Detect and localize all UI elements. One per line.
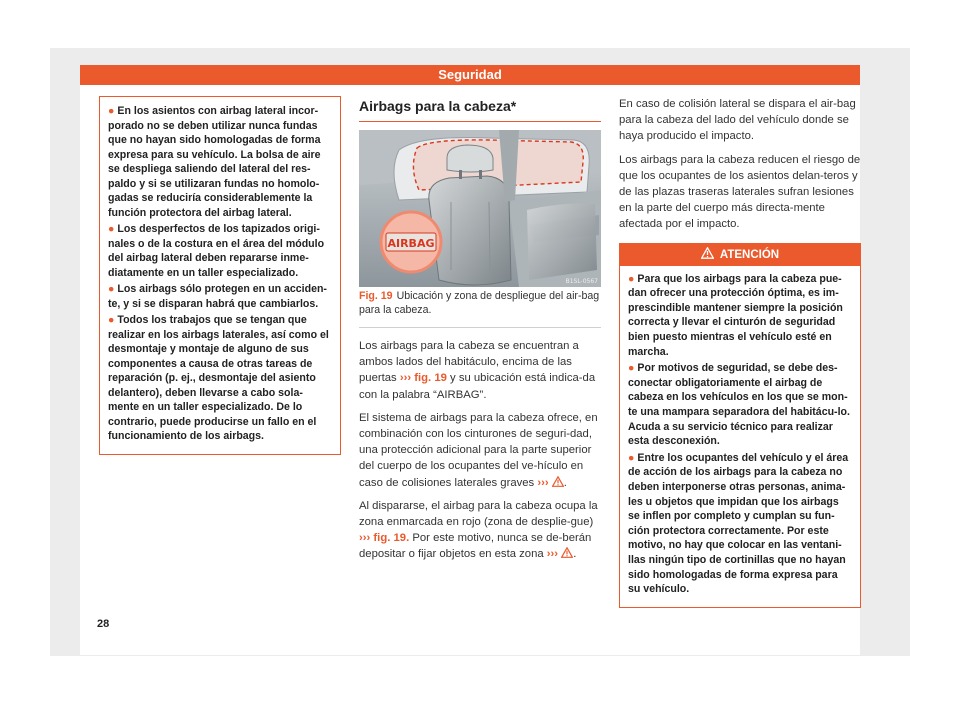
attention-box (619, 243, 861, 608)
column-left (99, 96, 341, 455)
warning-triangle-icon (561, 547, 573, 558)
paragraph-deployment-zone: Al dispararse, el airbag para la cabeza ocupa la zona enmarcada en rojo (zona de desplie-gue) ››› fig. 19. Por este motivo, nunca se de-berán depositar o fijar objetos en esta zona ››› . (359, 499, 598, 561)
attention-title: ATENCIÓN (719, 248, 780, 261)
bullet-icon: ● (108, 223, 115, 235)
paragraph-protection: El sistema de airbags para la cabeza ofrece, en combinación con los cinturones de seguri-dad, una protección adicional para la parte superior del cuerpo de los ocupantes del ve-hículo en caso de colisiones laterales graves ››› . (359, 411, 598, 489)
paragraph-location: Los airbags para la cabeza se encuentran a ambos lados del habitáculo, encima de las puertas ››› fig. 19 y su ubicación está indica-da con la palabra “AIRBAG”. (359, 340, 596, 401)
warning-item: ● Los airbags sólo protegen en un acciden-te, y si se disparan habrá que cambiarlos. (108, 283, 327, 310)
attention-header (620, 244, 860, 266)
paragraph-risk-reduction: Los airbags para la cabeza reducen el riesgo de que los ocupantes de los asientos delan-teros y de las plazas traseras laterales sufran lesiones en la parte del cuerpo más directa-mente afectada por el impacto. (619, 153, 861, 231)
figure-reference-link[interactable]: ››› fig. 19. (359, 532, 410, 545)
bullet-icon: ● (628, 451, 635, 464)
page-number: 28 (97, 618, 110, 630)
attention-body (620, 266, 860, 607)
bullet-icon: ● (628, 272, 635, 285)
column-right (619, 96, 861, 608)
figure-reference-link[interactable]: ››› fig. 19 (399, 372, 447, 385)
column-middle (359, 96, 601, 570)
warning-box-side-airbag (99, 96, 341, 455)
figure-caption (359, 290, 601, 328)
attention-item: ● Para que los airbags para la cabeza pue-dan ofrecer una protección óptima, es im-prescindible mantener siempre la posición correcta y llevar el cinturón de seguridad bien puesto mientras el vehículo esté en marcha. (628, 272, 843, 358)
figure-head-airbag (359, 130, 601, 287)
figure-code: B1SL-0567 (565, 278, 598, 285)
bullet-icon: ● (108, 314, 115, 326)
attention-item: ● Por motivos de seguridad, se debe des-conectar obligatoriamente el airbag de cabeza en los vehículos en los que se mon-te una mampara separadora del habitácu-lo. Acuda a su servicio técnico para realizar esta desconexión. (628, 362, 850, 448)
caption-text: Ubicación y zona de despliegue del air-bag para la cabeza. (359, 290, 600, 316)
warning-item: ● En los asientos con airbag lateral incor-porado no se deben utilizar nunca fundas que no hayan sido homologadas de forma expresa para su vehículo. La bolsa de aire se despliega saliendo del lateral del res-paldo y si se utilizaran fundas no homolo-gadas se reduciría considerablemente la función protectora del airbag lateral. (108, 105, 321, 219)
warning-triangle-icon (701, 247, 714, 259)
bullet-icon: ● (628, 362, 635, 375)
warning-reference-link[interactable]: ››› (546, 548, 559, 561)
car-interior-illustration (359, 130, 601, 287)
figure-number: Fig. 19 (359, 290, 393, 302)
bullet-icon: ● (108, 105, 115, 117)
warning-reference-link[interactable]: ››› (537, 476, 549, 489)
section-title: Airbags para la cabeza* (359, 96, 601, 122)
paragraph-side-collision: En caso de colisión lateral se dispara el air-bag para la cabeza del lado del vehículo donde se haya producido el impacto. (619, 98, 856, 143)
warning-item: ● Los desperfectos de los tapizados origi-nales o de la costura en el área del módulo del airbag lateral deben repararse inme-diatamente en un taller especializado. (108, 223, 325, 279)
airbag-label: AIRBAG (387, 237, 435, 250)
warning-item: ● Todos los trabajos que se tengan que realizar en los airbags laterales, así como el desmontaje y montaje de alguno de sus componentes a causa de otras tareas de reparación (p. ej., desmontaje del asiento delantero), deben llevarse a cabo sola-mente en un taller especializado. De lo contrario, puede producirse un fallo en el funcionamiento de los airbags. (108, 314, 329, 442)
section-header: Seguridad (80, 65, 860, 85)
warning-triangle-icon (552, 476, 564, 487)
attention-item: ● Entre los ocupantes del vehículo y el área de acción de los airbags para la cabeza no deben interponerse otras personas, anima-les u objetos que impidan que los airbags se inflen por completo y cumplan su fun-ción protectora correctamente. Por este motivo, no hay que colocar en las ventani-llas ningún tipo de cortinillas que no hayan sido homologadas de forma expresa para su vehículo. (628, 451, 849, 596)
bullet-icon: ● (108, 283, 115, 295)
